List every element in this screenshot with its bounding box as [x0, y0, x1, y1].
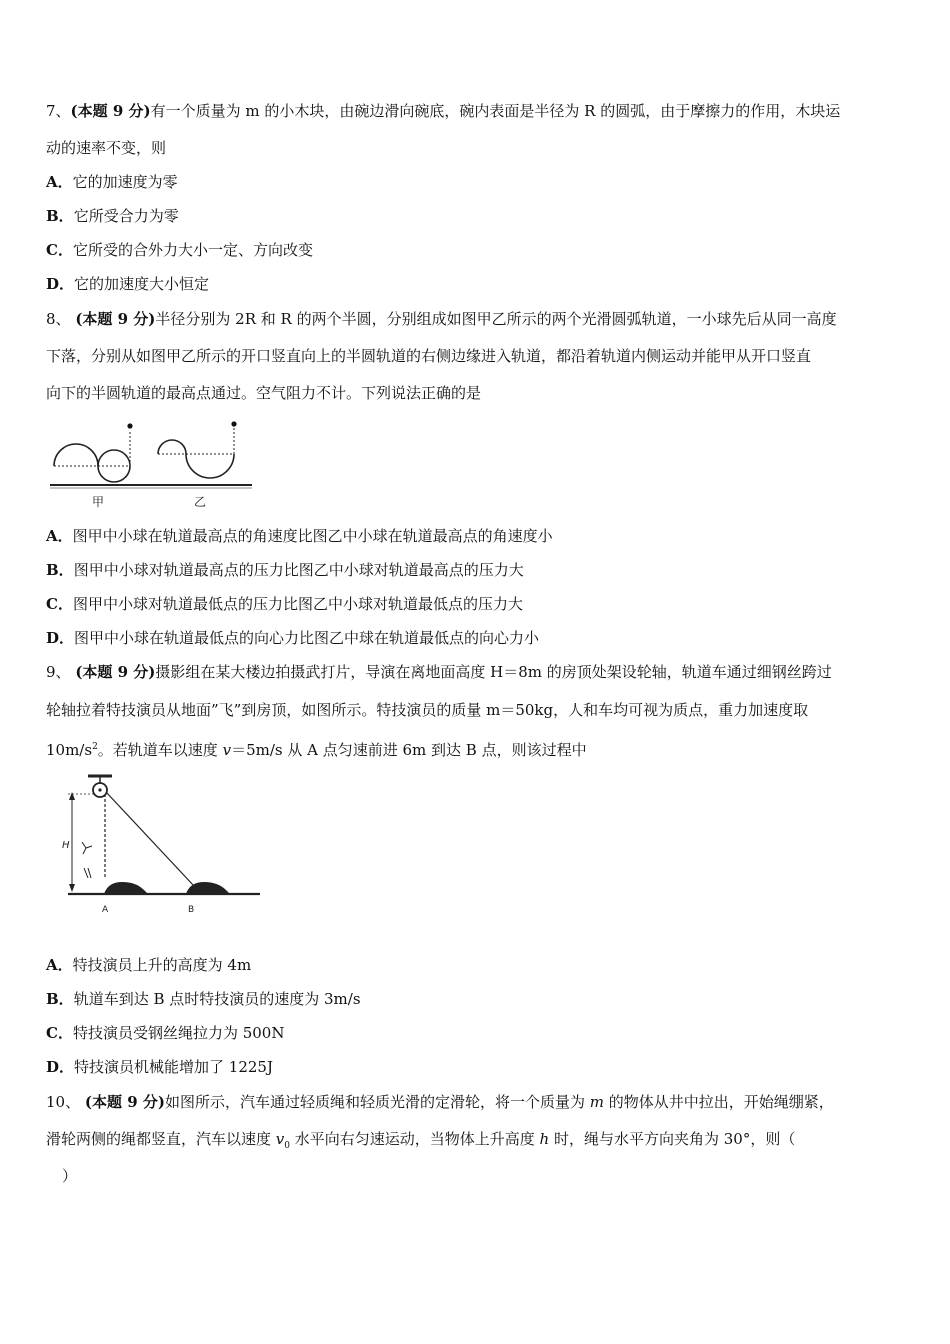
q9-option-a[interactable]: A．特技演员上升的高度为 4m — [46, 956, 252, 974]
question-8-stem-line1: 8、 (本题 9 分)半径分别为 2R 和 R 的两个半圆，分别组成如图甲乙所示的两个光滑圆弧轨道，一小球先后从同一高度 — [46, 310, 837, 328]
q8-option-a[interactable]: A．图甲中小球在轨道最高点的角速度比图乙中小球在轨道最高点的角速度小 — [46, 527, 553, 545]
jia-upper-arc — [54, 444, 98, 466]
q7-option-a[interactable]: A．它的加速度为零 — [46, 173, 178, 191]
figure-label-yi: 乙 — [194, 495, 207, 509]
jia-mid-arc — [98, 450, 130, 466]
question-8-stem-line3: 向下的半圆轨道的最高点通过。空气阻力不计。下列说法正确的是 — [46, 384, 482, 402]
q9-option-d[interactable]: D．特技演员机械能增加了 1225J — [46, 1058, 273, 1076]
score-label: (本题 9 分) — [75, 663, 156, 681]
q8-option-b[interactable]: B．图甲中小球对轨道最高点的压力比图乙中小球对轨道最高点的压力大 — [46, 561, 524, 579]
height-arrow-bottom — [69, 884, 75, 892]
question-number: 9、 — [46, 663, 71, 681]
question-9-stem-line3: $10m/s^2$。若轨道车以速度 v＝5m/s 从 A 点匀速前进 6m 到达 B 点，则该过程中 — [46, 741, 587, 759]
question-number: 8、 — [46, 310, 71, 328]
question-9-stem-line1: 9、 (本题 9 分)摄影组在某大楼边拍摄武打片，导演在离地面高度 H＝8m 的房顶处架设轮轴，轨道车通过细钢丝跨过 — [46, 663, 832, 681]
height-label: H — [62, 840, 70, 851]
q7-option-b[interactable]: B．它所受合力为零 — [46, 207, 179, 225]
question-7-stem-line2: 动的速率不变，则 — [46, 139, 167, 157]
score-label: (本题 9 分) — [70, 102, 151, 120]
actor-icon — [82, 842, 92, 854]
q9-option-b[interactable]: B．轨道车到达 B 点时特技演员的速度为 3m/s — [46, 990, 361, 1008]
point-b-label: B — [188, 905, 195, 915]
question-7-stem-line1: 7、(本题 9 分)有一个质量为 m 的小木块，由碗边滑向碗底，碗内表面是半径为 R 的圆弧，由于摩擦力的作用，木块运 — [46, 102, 841, 120]
q7-option-d[interactable]: D．它的加速度大小恒定 — [46, 275, 210, 293]
jia-lower-arc — [98, 466, 130, 482]
score-label: (本题 9 分) — [75, 310, 156, 328]
q9-pulley-figure — [60, 770, 270, 920]
height-arrow-top — [69, 792, 75, 800]
question-10-stem-line3: ） — [62, 1167, 78, 1185]
score-label: (本题 9 分) — [84, 1093, 165, 1111]
actor-legs-icon — [84, 868, 91, 878]
yi-lower-arc — [186, 454, 234, 478]
question-10-stem-line2: 滑轮两侧的绳都竖直，汽车以速度 $v_0$ 水平向右匀速运动，当物体上升高度 h 时，绳与水平方向夹角为 30°，则（ — [46, 1130, 796, 1151]
q8-option-d[interactable]: D．图甲中小球在轨道最低点的向心力比图乙中球在轨道最低点的向心力小 — [46, 629, 540, 647]
q8-option-c[interactable]: C．图甲中小球对轨道最低点的压力比图乙中小球对轨道最低点的压力大 — [46, 595, 523, 613]
figure-label-jia: 甲 — [92, 495, 105, 509]
point-a-label: A — [102, 905, 109, 915]
q7-option-c[interactable]: C．它所受的合外力大小一定、方向改变 — [46, 241, 313, 259]
question-number: 7、 — [46, 102, 71, 120]
question-number: 10、 — [46, 1093, 81, 1111]
q8-track-figure — [46, 418, 256, 512]
question-8-stem-line2: 下落，分别从如图甲乙所示的开口竖直向上的半圆轨道的右侧边缘进入轨道，都沿着轨道内侧运动并能甲从开口竖直 — [46, 347, 812, 365]
q9-option-c[interactable]: C．特技演员受钢丝绳拉力为 500N — [46, 1024, 285, 1042]
slant-cable — [106, 792, 194, 886]
yi-ball — [231, 421, 236, 426]
yi-upper-arc — [158, 440, 186, 454]
jia-ball — [127, 423, 132, 428]
question-10-stem-line1: 10、 (本题 9 分)如图所示，汽车通过轻质绳和轻质光滑的定滑轮，将一个质量为 m 的物体从井中拉出，开始绳绷紧， — [46, 1093, 834, 1111]
question-9-stem-line2: 轮轴拉着特技演员从地面”飞”到房顶，如图所示。特技演员的质量 m＝50kg，人和车均可视为质点，重力加速度取 — [46, 701, 809, 719]
car-a-icon — [104, 882, 148, 894]
pulley-axle — [98, 788, 101, 791]
